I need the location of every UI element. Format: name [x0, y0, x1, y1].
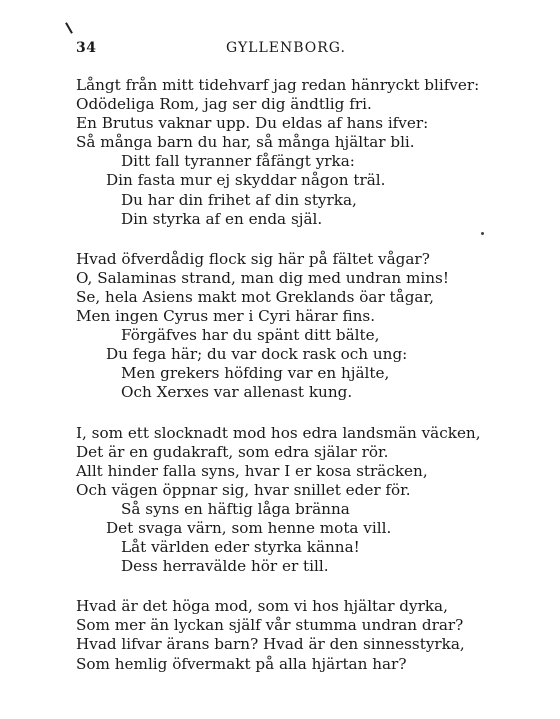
poem-line: Som hemlig öfvermakt på alla hjärtan har? — [76, 654, 407, 673]
poem-line: Som mer än lyckan själf vår stumma undran drar? — [76, 616, 464, 635]
poem-line: Din fasta mur ej skyddar någon träl. — [106, 171, 386, 190]
poem-line: Allt hinder falla syns, hvar I er kosa sträcken, — [76, 461, 428, 480]
poem-line: Ditt fall tyranner fåfängt yrka: — [121, 152, 355, 171]
poem-line: Du fega här; du var dock rask och ung: — [106, 345, 408, 364]
poem-line: I, som ett slocknadt mod hos edra landsmän väcken, — [76, 423, 481, 442]
poem — [76, 76, 516, 695]
header-title: GYLLENBORG. — [226, 40, 346, 56]
poem-line: Hvad är det höga mod, som vi hos hjältar dyrka, — [76, 597, 448, 616]
poem-line: O, Salaminas strand, man dig med undran mins! — [76, 268, 449, 287]
stanza — [76, 424, 516, 577]
running-head — [76, 40, 456, 60]
poem-line: Hvad öfverdådig flock sig här på fältet vågar? — [76, 249, 430, 268]
poem-line: Så många barn du har, så många hjältar bli. — [76, 133, 415, 152]
poem-line: Låt världen eder styrka känna! — [121, 538, 360, 557]
stanza — [76, 597, 516, 673]
poem-line: Du har din frihet af din styrka, — [121, 190, 357, 209]
poem-line: Se, hela Asiens makt mot Greklands öar tågar, — [76, 287, 434, 306]
poem-line: Odödeliga Rom, jag ser dig ändtlig fri. — [76, 95, 372, 114]
poem-line: Det är en gudakraft, som edra själar rör. — [76, 442, 389, 461]
ink-speck — [481, 232, 484, 235]
poem-line: Din styrka af en enda själ. — [121, 209, 323, 228]
poem-line: Men grekers höfding var en hjälte, — [121, 364, 390, 383]
poem-line: En Brutus vaknar upp. Du eldas af hans ifver: — [76, 114, 429, 133]
poem-line: Långt från mitt tidehvarf jag redan hänryckt blifver: — [76, 76, 480, 94]
scan-watermark — [360, 705, 420, 719]
poem-line: Och vägen öppnar sig, hvar snillet eder för. — [76, 480, 411, 499]
poem-line: Men ingen Cyrus mer i Cyri härar fins. — [76, 307, 376, 326]
poem-line: Och Xerxes var allenast kung. — [121, 383, 353, 402]
poem-line: Dess herravälde hör er till. — [121, 557, 329, 576]
poem-line: Hvad lifvar ärans barn? Hvad är den sinnesstyrka, — [76, 635, 465, 654]
poem-line: Så syns en häftig låga bränna — [121, 499, 350, 518]
poem-line: Det svaga värn, som henne mota vill. — [106, 518, 392, 537]
page-number: 34 — [76, 40, 97, 56]
stanza — [76, 250, 516, 403]
stanza — [76, 76, 516, 229]
print-mark — [65, 22, 73, 33]
poem-line: Förgäfves har du spänt ditt bälte, — [121, 326, 380, 345]
